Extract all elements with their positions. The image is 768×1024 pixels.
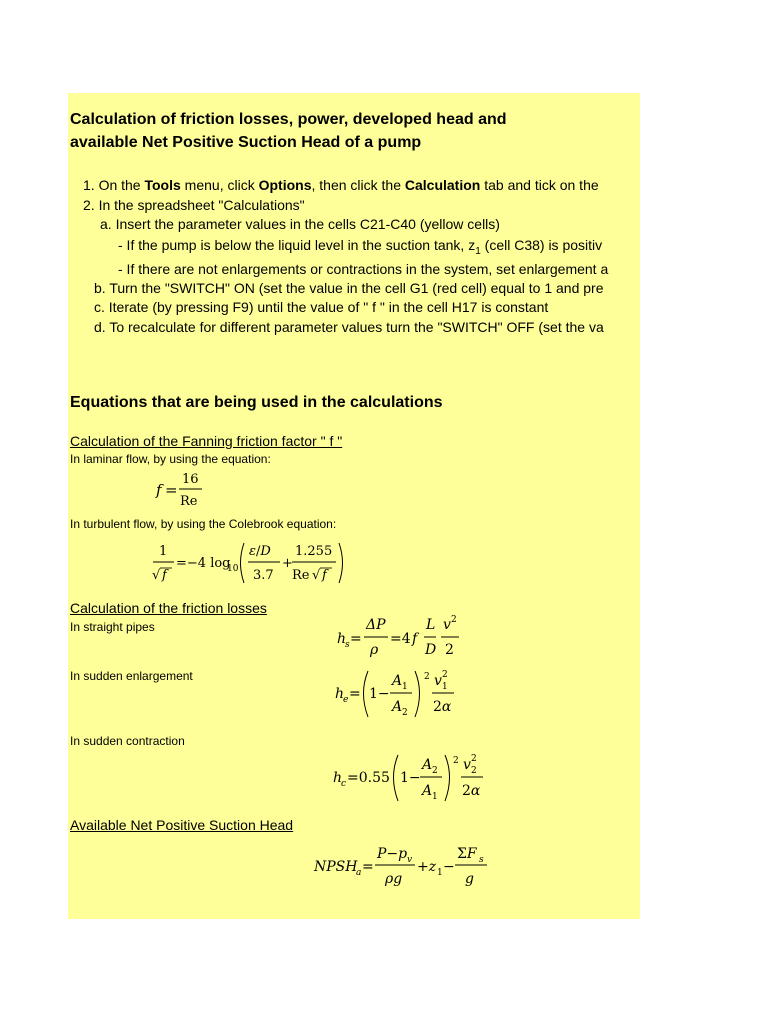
svg-text:16: 16 [182,472,199,487]
svg-text:1: 1 [437,868,443,878]
svg-text:Re: Re [180,494,198,509]
sudden-contraction-label: In sudden contraction [70,734,185,748]
svg-text:A: A [422,757,433,773]
svg-text:L: L [426,617,436,633]
svg-text:=4: =4 [390,631,411,647]
tools-menu-text: Tools [144,177,181,193]
svg-text:2: 2 [424,672,430,682]
svg-text:+: + [282,556,293,571]
worksheet [68,93,640,919]
svg-text:3.7: 3.7 [253,568,274,583]
svg-text:1−: 1− [400,770,421,786]
instruction-step-2c: c. Iterate (by pressing F9) until the value of " f " in the cell H17 is constant [94,299,549,315]
instruction-step-2: 2. In the spreadsheet "Calculations" [83,197,305,213]
svg-text:1: 1 [159,544,168,559]
svg-text:=: = [349,686,361,702]
svg-text:2: 2 [442,670,448,680]
svg-text:v: v [443,617,451,633]
svg-text:2: 2 [453,756,459,766]
svg-text:2: 2 [402,708,408,718]
colebrook-equation [150,537,350,589]
svg-text:h: h [333,770,343,786]
note-text: (cell C38) is positiv [480,237,603,253]
svg-text:√: √ [312,568,321,583]
svg-text:f: f [162,568,167,583]
straight-pipes-label: In straight pipes [70,620,155,634]
contraction-equation [330,749,490,805]
page-title-line-2: available Net Positive Suction Head of a pump [70,134,422,151]
instruction-step-1 [83,177,599,193]
subscript: 1 [475,245,481,257]
sudden-enlargement-label: In sudden enlargement [70,669,193,683]
instruction-step-2a: a. Insert the parameter values in the cells C21-C40 (yellow cells) [100,216,500,232]
svg-text:1: 1 [402,682,408,692]
svg-text:2: 2 [445,642,454,658]
svg-text:v: v [434,673,442,689]
svg-text:−: − [443,859,455,875]
svg-text:√: √ [152,568,161,583]
svg-text:s: s [479,855,484,865]
svg-text:1: 1 [442,682,448,692]
svg-text:A: A [392,673,403,689]
svg-text:e: e [343,695,349,705]
svg-text:v: v [407,855,413,865]
svg-text:a: a [356,868,362,878]
svg-text:ΣF: ΣF [457,846,477,862]
svg-text:2α: 2α [433,699,452,715]
calculation-tab-text: Calculation [404,177,481,193]
svg-text:2: 2 [432,766,438,776]
instruction-note-enlargements: - If there are not enlargements or contractions in the system, set enlargement a [118,261,609,277]
enlargement-equation [332,665,482,721]
instruction-note-pump-below [118,237,602,257]
svg-text:f: f [322,568,327,583]
svg-text:s: s [345,640,350,650]
svg-text:NPSH: NPSH [314,859,358,875]
svg-text:f: f [156,481,162,499]
svg-text:h: h [335,686,345,702]
svg-text:g: g [465,871,474,887]
instruction-step-2b: b. Turn the "SWITCH" ON (set the value in the cell G1 (red cell) equal to 1 and pre [94,280,604,296]
svg-text:=: = [362,859,374,875]
npsh-heading: Available Net Positive Suction Head [70,817,294,833]
page-title-line-1: Calculation of friction losses, power, developed head and [70,111,507,128]
step-1-text: tab and tick on the [480,177,599,193]
svg-text:1: 1 [432,792,438,802]
friction-losses-heading: Calculation of the friction losses [70,600,267,616]
svg-text:ρg: ρg [385,871,403,887]
laminar-equation [152,465,212,511]
svg-text:f: f [412,631,418,647]
npsh-equation [311,841,501,895]
svg-text:=: = [165,481,178,499]
note-text: - If the pump is below the liquid level in the suction tank, z [118,237,476,253]
svg-text:ρ: ρ [370,642,379,658]
fanning-heading: Calculation of the Fanning friction factor " f " [70,433,343,449]
step-1-text: , then click the [311,177,405,193]
turbulent-label: In turbulent flow, by using the Colebrook equation: [70,517,337,531]
svg-text:v: v [463,757,471,773]
svg-text:2: 2 [471,754,477,764]
svg-text:2: 2 [451,615,457,625]
options-text: Options [258,177,312,193]
step-1-text: menu, click [180,177,259,193]
svg-text:2: 2 [471,766,477,776]
svg-text:P−p: P−p [377,846,408,862]
svg-text:h: h [337,631,347,647]
laminar-label: In laminar flow, by using the equation: [70,452,271,466]
svg-text:c: c [341,779,347,789]
step-1-text: 1. On the [83,177,145,193]
svg-text:A: A [422,783,433,799]
svg-text:1−: 1− [369,686,390,702]
svg-text:=−4 log: =−4 log [176,556,231,571]
svg-text:2α: 2α [462,783,481,799]
svg-text:Re: Re [292,568,310,583]
svg-text:ΔP: ΔP [366,617,386,633]
svg-text:A: A [392,699,403,715]
svg-text:D: D [425,642,437,658]
instruction-step-2d: d. To recalculate for different parameter values turn the "SWITCH" OFF (set the va [94,319,604,335]
svg-text:=0.55: =0.55 [347,770,390,786]
straight-pipe-equation [334,611,474,661]
svg-text:1.255: 1.255 [295,544,333,559]
svg-text:10: 10 [227,564,239,574]
equations-heading: Equations that are being used in the calculations [70,394,443,411]
svg-text:=: = [350,631,362,647]
svg-text:ε/D: ε/D [249,544,271,559]
svg-text:+z: +z [417,859,437,875]
